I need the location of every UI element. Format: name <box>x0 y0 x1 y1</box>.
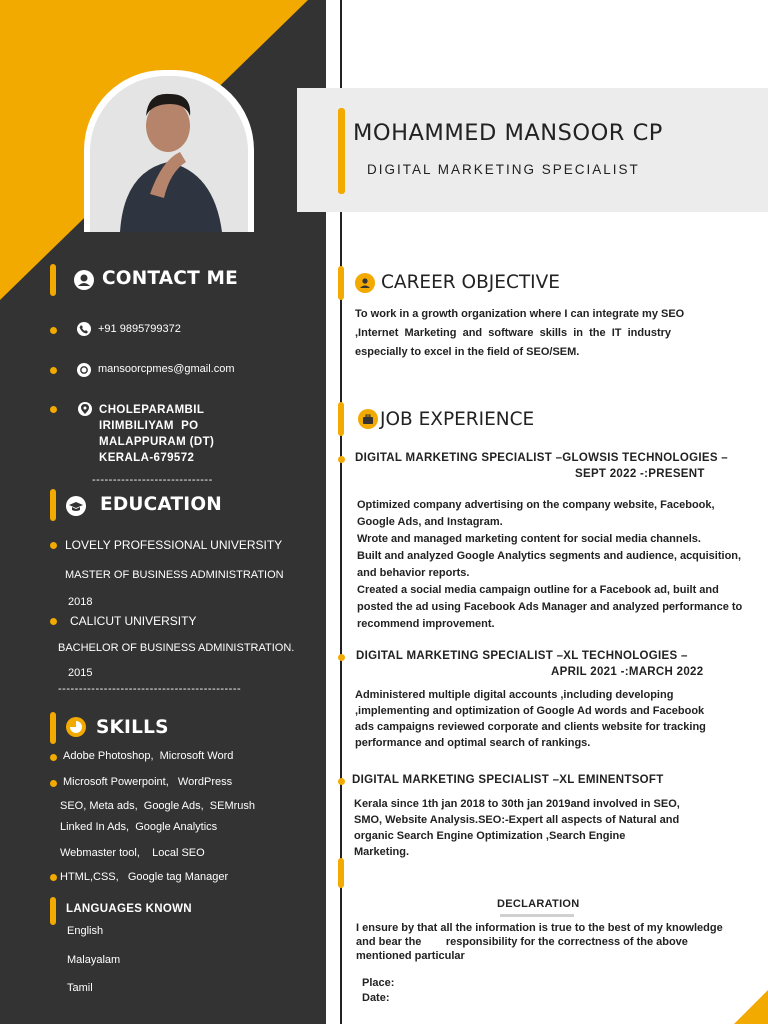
job2-line-1: Administered multiple digital accounts ,including developing <box>355 689 674 701</box>
job3-line-1: Kerala since 1th jan 2018 to 30th jan 2019and involved in SEO, <box>354 798 680 810</box>
skills-line-1: Adobe Photoshop, Microsoft Word <box>63 750 234 762</box>
education-degree-1: MASTER OF BUSINESS ADMINISTRATION <box>65 569 284 581</box>
career-heading: CAREER OBJECTIVE <box>381 272 560 293</box>
bullet-dot <box>50 542 57 549</box>
education-university-1: LOVELY PROFESSIONAL UNIVERSITY <box>65 538 283 552</box>
language-item: Tamil <box>67 982 93 994</box>
declaration-line-3: mentioned particular <box>356 950 465 962</box>
location-pin-icon <box>78 402 92 416</box>
skills-line-5: Webmaster tool, Local SEO <box>60 847 205 859</box>
profile-photo <box>90 76 248 232</box>
address-line-3: MALAPPURAM (DT) <box>99 436 215 448</box>
name-accent-bar <box>338 108 345 194</box>
job2-title: DIGITAL MARKETING SPECIALIST –XL TECHNOLOGIES – <box>356 650 688 662</box>
career-line-3: especially to excel in the field of SEO/SEM. <box>355 346 580 358</box>
skills-line-3: SEO, Meta ads, Google Ads, SEMrush <box>60 800 256 812</box>
address-line-4: KERALA-679572 <box>99 452 195 464</box>
education-divider: -------------------------------------------- <box>58 683 242 695</box>
job2-dates: APRIL 2021 -:MARCH 2022 <box>551 666 704 678</box>
career-line-2: ,Internet Marketing and software skills in the IT industry <box>355 327 672 339</box>
bullet-dot <box>50 367 57 374</box>
bullet-dot <box>50 618 57 625</box>
timeline-dot <box>338 778 345 785</box>
candidate-name: MOHAMMED MANSOOR CP <box>353 120 663 146</box>
bullet-dot <box>50 874 57 881</box>
language-item: Malayalam <box>67 954 121 966</box>
education-year-1: 2018 <box>68 596 93 608</box>
contact-heading: CONTACT ME <box>102 268 238 289</box>
briefcase-icon <box>358 409 378 429</box>
education-degree-2: BACHELOR OF BUSINESS ADMINISTRATION. <box>58 642 295 654</box>
bullet-dot <box>50 754 57 761</box>
experience-accent-bar <box>338 402 344 436</box>
yellow-corner-triangle <box>734 990 768 1024</box>
contact-accent-bar <box>50 264 56 296</box>
job2-line-4: performance and optimal search of rankings. <box>355 737 591 749</box>
job3-line-3: organic Search Engine Optimization ,Search Engine <box>354 830 626 842</box>
timeline-dot <box>338 456 345 463</box>
candidate-role: DIGITAL MARKETING SPECIALIST <box>367 162 640 177</box>
job1-line-8: recommend improvement. <box>357 618 495 630</box>
job1-line-2: Google Ads, and Instagram. <box>357 516 503 528</box>
address-line-1: CHOLEPARAMBIL <box>99 404 205 416</box>
skills-line-6: HTML,CSS, Google tag Manager <box>60 871 229 883</box>
job1-line-7: posted the ad using Facebook Ads Manager and analyzed performance to <box>357 601 743 613</box>
declaration-date: Date: <box>362 992 390 1004</box>
bullet-dot <box>50 406 57 413</box>
career-accent-bar <box>338 266 344 300</box>
bullet-dot <box>50 327 57 334</box>
job3-line-2: SMO, Website Analysis.SEO:-Expert all aspects of Natural and <box>354 814 680 826</box>
email-icon <box>77 363 91 377</box>
job3-line-4: Marketing. <box>354 846 410 858</box>
declaration-heading: DECLARATION <box>497 898 580 910</box>
phone-icon <box>77 322 91 336</box>
languages-heading: LANGUAGES KNOWN <box>66 903 192 915</box>
person-illustration <box>90 76 248 232</box>
declaration-line-2: and bear the responsibility for the correctness of the above <box>356 936 688 948</box>
job1-line-6: Created a social media campaign outline for a Facebook ad, built and <box>357 584 719 596</box>
timeline-dot <box>338 654 345 661</box>
education-accent-bar <box>50 489 56 521</box>
bullet-dot <box>50 780 57 787</box>
profile-photo-frame <box>84 70 254 232</box>
skills-line-2: Microsoft Powerpoint, WordPress <box>63 776 233 788</box>
skills-heading: SKILLS <box>96 717 169 738</box>
user-icon <box>74 270 94 290</box>
contact-divider: ----------------------------- <box>92 474 213 486</box>
experience-heading: JOB EXPERIENCE <box>380 409 535 430</box>
declaration-line-1: I ensure by that all the information is true to the best of my knowledge <box>356 922 723 934</box>
job3-title: DIGITAL MARKETING SPECIALIST –XL EMINENTSOFT <box>352 774 664 786</box>
education-heading: EDUCATION <box>100 494 222 515</box>
contact-email[interactable]: mansoorcpmes@gmail.com <box>98 363 235 375</box>
job1-line-4: Built and analyzed Google Analytics segments and audience, acquisition, <box>357 550 742 562</box>
job1-title: DIGITAL MARKETING SPECIALIST –GLOWSIS TECHNOLOGIES – <box>355 452 728 464</box>
left-sidebar <box>0 0 326 1024</box>
education-year-2: 2015 <box>68 667 93 679</box>
name-banner <box>297 88 768 212</box>
job2-line-2: ,implementing and optimization of Google Ad words and Facebook <box>355 705 705 717</box>
skills-accent-bar <box>50 712 56 744</box>
job2-line-3: ads campaigns reviewed corporate and clients website for tracking <box>355 721 706 733</box>
languages-accent-bar <box>50 897 56 925</box>
job1-line-5: and behavior reports. <box>357 567 470 579</box>
declaration-underline <box>500 914 574 917</box>
education-university-2: CALICUT UNIVERSITY <box>70 614 197 628</box>
skills-line-4: Linked In Ads, Google Analytics <box>60 821 218 833</box>
job1-line-3: Wrote and managed marketing content for social media channels. <box>357 533 701 545</box>
language-item: English <box>67 925 104 937</box>
career-line-1: To work in a growth organization where I can integrate my SEO <box>355 308 685 320</box>
address-line-2: IRIMBILIYAM PO <box>99 420 199 432</box>
briefcase-user-icon <box>355 273 375 293</box>
job1-dates: SEPT 2022 -:PRESENT <box>575 468 705 480</box>
declaration-place: Place: <box>362 977 395 989</box>
graduation-cap-icon <box>66 496 86 516</box>
declaration-accent-bar <box>338 858 344 888</box>
contact-phone[interactable]: +91 9895799372 <box>98 323 181 335</box>
job1-line-1: Optimized company advertising on the company website, Facebook, <box>357 499 715 511</box>
pie-chart-icon <box>66 717 86 737</box>
